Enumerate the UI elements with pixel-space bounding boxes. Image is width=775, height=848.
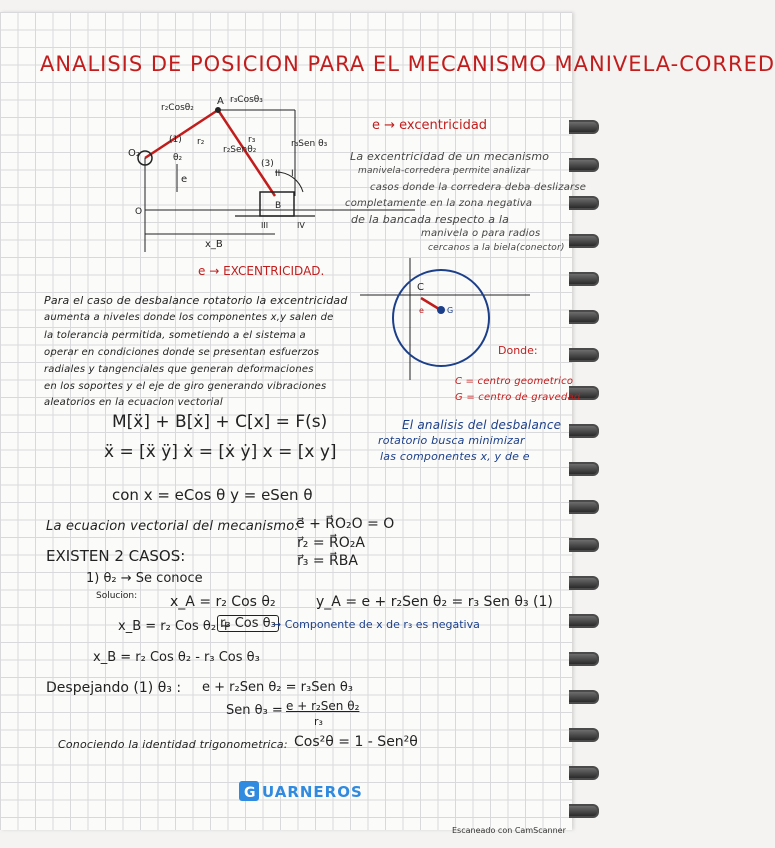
solution-xb-note: → Componente de x de r₃ es negativa xyxy=(272,618,480,631)
diagram-label-b: B xyxy=(275,201,282,211)
sen-theta3-numerator: e + r₂Sen θ₂ xyxy=(286,699,360,713)
xy-definitions: con x = eCos θ y = eSen θ xyxy=(112,486,313,504)
solution-xb-final: x_B = r₂ Cos θ₂ - r₃ Cos θ₃ xyxy=(93,650,260,665)
spiral-ring xyxy=(569,158,599,172)
vector-equation-3: r⃗₃ = R⃗BA xyxy=(297,553,358,569)
solution-xa: x_A = r₂ Cos θ₂ xyxy=(170,594,276,610)
diagram-label-xb: x_B xyxy=(205,239,223,250)
diagram-label-iii: III xyxy=(261,221,269,230)
spiral-ring xyxy=(569,462,599,476)
unbalance-note-line-3: las componentes x, y de e xyxy=(380,450,530,463)
spiral-ring xyxy=(569,728,599,742)
paragraph-line-7: aleatorios en la ecuacion vectorial xyxy=(44,397,223,408)
diagram-label-a: A xyxy=(217,96,224,107)
right-note-line-1: La excentricidad de un mecanismo xyxy=(350,150,550,163)
donde-label: Donde: xyxy=(498,344,538,357)
guarneros-logo xyxy=(239,779,363,803)
diagram-label-ii: II xyxy=(275,169,281,179)
diagram-label-r3cos: r₃Cosθ₃ xyxy=(230,95,263,105)
right-note-line-7: cercanos a la biela(conector) xyxy=(428,243,565,253)
despejando-equation: e + r₂Sen θ₂ = r₃Sen θ₃ xyxy=(202,680,353,695)
rotor-circle xyxy=(393,270,489,366)
rotor-unbalance-diagram xyxy=(355,258,535,388)
case-1-label: 1) θ₂ → Se conoce xyxy=(86,571,203,586)
spiral-ring xyxy=(569,272,599,286)
logo-wordmark: UARNEROS xyxy=(262,783,363,801)
diagram-label-link1: (1) xyxy=(169,135,182,145)
spiral-ring xyxy=(569,576,599,590)
spiral-ring xyxy=(569,766,599,780)
spiral-ring xyxy=(569,500,599,514)
spiral-ring xyxy=(569,310,599,324)
spiral-ring xyxy=(569,348,599,362)
excentricity-caption: e → EXCENTRICIDAD. xyxy=(198,264,325,278)
equation-of-motion: M[ẍ] + B[ẋ] + C[x] = F(s) xyxy=(112,412,328,432)
paragraph-line-1: Para el caso de desbalance rotatorio la excentricidad xyxy=(44,294,348,307)
diagram-label-iv: IV xyxy=(297,221,305,230)
legend-g: G = centro de gravedad xyxy=(455,392,581,403)
unbalance-note-line-2: rotatorio busca minimizar xyxy=(378,434,525,447)
right-note-line-2: manivela-corredera permite analizar xyxy=(358,166,531,176)
crank-link-r2 xyxy=(145,110,218,158)
scanner-footer: Escaneado con CamScanner xyxy=(452,826,566,835)
spiral-ring xyxy=(569,196,599,210)
diagram-label-o: O xyxy=(135,207,143,217)
solution-ya: y_A = e + r₂Sen θ₂ = r₃ Sen θ₃ (1) xyxy=(316,594,553,610)
diagram-label-r2: r₂ xyxy=(197,137,205,147)
identity-label: Conociendo la identidad trigonometrica: xyxy=(58,738,288,751)
spiral-ring xyxy=(569,120,599,134)
spiral-ring xyxy=(569,234,599,248)
solucion-label: Solucion: xyxy=(96,591,138,601)
vector-equation-label: La ecuacion vectorial del mecanismo: xyxy=(46,519,299,534)
spiral-ring xyxy=(569,614,599,628)
diagram-label-o2: O₂ xyxy=(128,148,140,159)
right-note-line-3: casos donde la corredera deba deslizarse xyxy=(370,182,587,193)
spiral-ring xyxy=(569,538,599,552)
vector-equation-1: e⃗ + R⃗O₂O = O xyxy=(296,516,395,532)
solution-xb-prefix: x_B = r₂ Cos θ₂ + xyxy=(118,619,232,634)
logo-g-letter: G xyxy=(244,785,256,801)
diagram-label-r3sin: r₃Sen θ₃ xyxy=(291,139,328,149)
right-note-line-6: manivela o para radios xyxy=(421,228,541,239)
spiral-ring xyxy=(569,804,599,818)
paragraph-line-2: aumenta a niveles donde los componentes x,y salen de xyxy=(44,312,334,323)
right-note-line-4: completamente en la zona negativa xyxy=(345,198,533,209)
paragraph-line-5: radiales y tangenciales que generan deformaciones xyxy=(44,364,314,375)
diagram-label-r2cos: r₂Cosθ₂ xyxy=(161,103,194,113)
spiral-ring xyxy=(569,424,599,438)
page-title: ANALISIS DE POSICION PARA EL MECANISMO MANIVELA-CORRED xyxy=(40,52,775,76)
vector-equation-2: r⃗₂ = R⃗O₂A xyxy=(297,535,365,551)
paragraph-line-4: operar en condiciones donde se presentan esfuerzos xyxy=(44,347,320,358)
diagram-label-r2sin: r₂Senθ₂ xyxy=(223,145,257,155)
sen-theta3-lhs: Sen θ₃ = xyxy=(226,703,283,718)
despejando-label: Despejando (1) θ₃ : xyxy=(46,680,182,696)
spiral-ring xyxy=(569,690,599,704)
solution-xb-term: r₃ Cos θ₃ xyxy=(217,615,279,632)
diagram-label-link3: (3) xyxy=(261,159,274,169)
diagram-label-theta2: θ₂ xyxy=(173,153,183,163)
paragraph-line-6: en los soportes y el eje de giro generando vibraciones xyxy=(44,381,327,392)
diagram-label-r3: r₃ xyxy=(248,135,256,145)
legend-c: C = centro geometrico xyxy=(455,376,574,387)
identity-equation: Cos²θ = 1 - Sen²θ xyxy=(294,734,418,750)
sen-theta3-denominator: r₃ xyxy=(314,715,323,728)
center-of-gravity-dot xyxy=(437,306,445,314)
label-c: C xyxy=(417,282,424,293)
cases-heading: EXISTEN 2 CASOS: xyxy=(46,547,186,565)
paragraph-line-3: la tolerancia permitida, sometiendo a el sistema a xyxy=(44,330,306,341)
right-note-line-5: de la bancada respecto a la xyxy=(351,213,510,226)
diagram-label-e: e xyxy=(181,174,188,185)
diagram-label-i: I xyxy=(291,169,294,179)
label-g: G xyxy=(447,306,454,315)
label-e: e xyxy=(419,306,424,315)
state-vectors: ẍ = [ẍ ÿ] ẋ = [ẋ ẏ] x = [x y] xyxy=(104,442,337,462)
unbalance-note-line-1: El analisis del desbalance xyxy=(402,418,562,432)
e-definition-heading: e → excentricidad xyxy=(372,118,488,133)
spiral-ring xyxy=(569,652,599,666)
